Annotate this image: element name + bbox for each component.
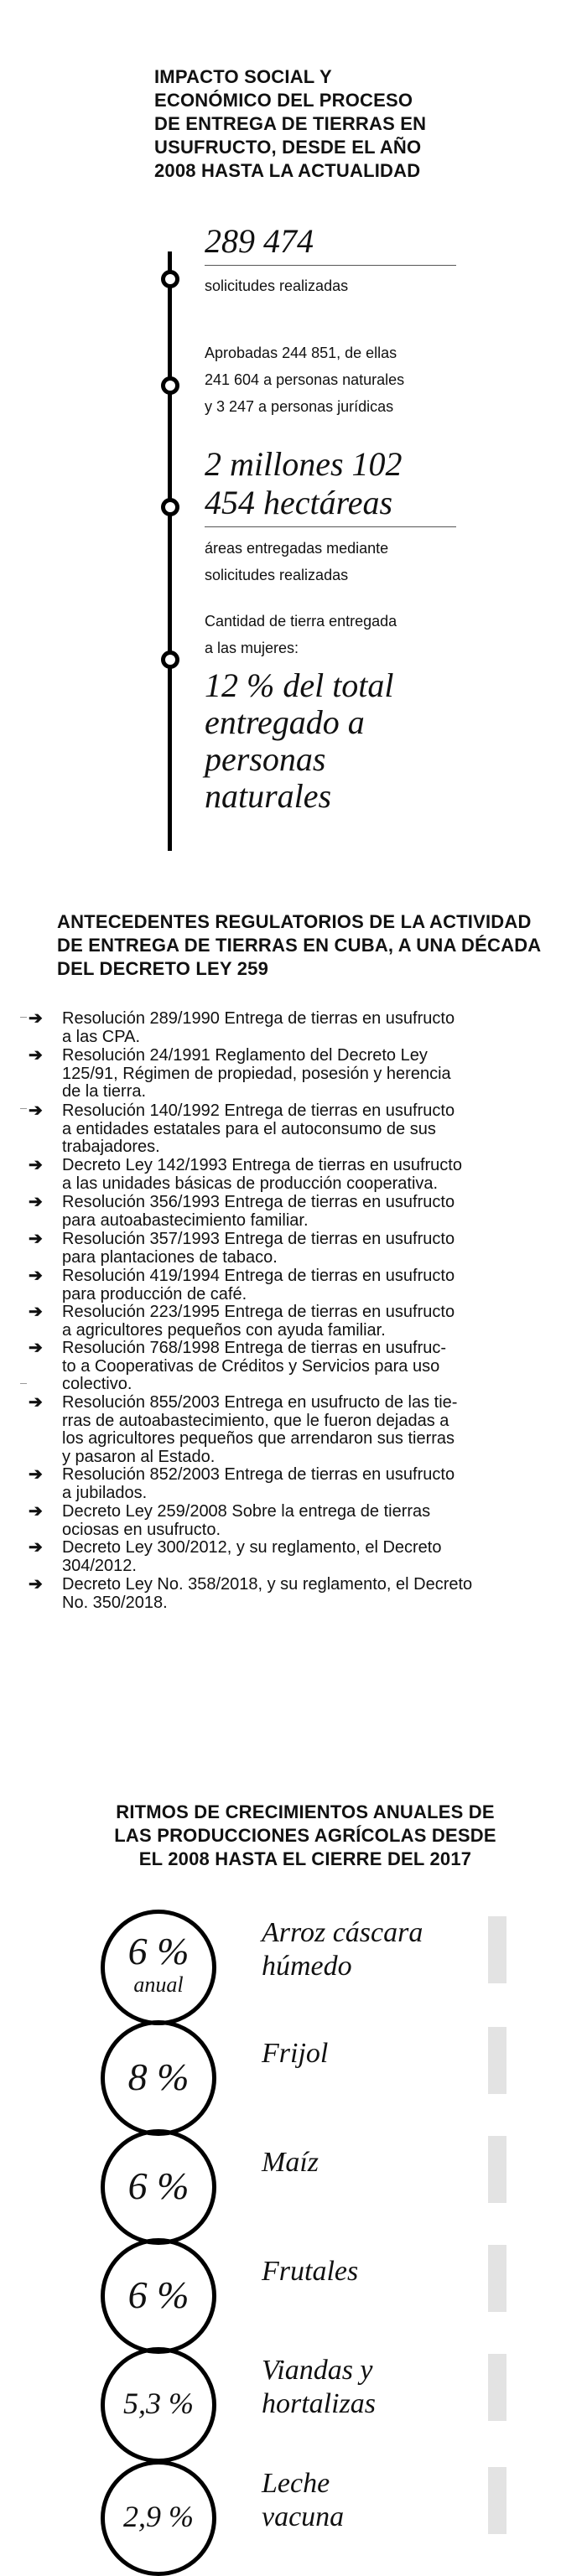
- impact-title: IMPACTO SOCIAL Y ECONÓMICO DEL PROCESO DE ENTREGA DE TIERRAS EN USUFRUCTO, DESDE EL AÑO 2008 HASTA LA ACTUALIDAD: [154, 66, 427, 181]
- women-intro: Cantidad de tierra entregada: [205, 613, 397, 630]
- hectares-label: solicitudes realizadas: [205, 567, 349, 583]
- arrow-right-icon: ➔: [29, 1502, 43, 1521]
- growth-title: RITMOS DE CRECIMIENTOS ANUALES DE LAS PRODUCCIONES AGRÍCOLAS DESDE EL 2008 HASTA EL CIERRE DEL 2017: [114, 1801, 496, 1869]
- list-item-text: Resolución 419/1994 Entrega de tierras en usufructo para producción de café.: [62, 1267, 455, 1304]
- timeline-line: [168, 251, 172, 851]
- requests-count: 289 474: [205, 222, 314, 260]
- regulatory-title: ANTECEDENTES REGULATORIOS DE LA ACTIVIDAD DE ENTREGA DE TIERRAS EN CUBA, A UNA DÉCADA DEL DECRETO LEY 259: [57, 911, 542, 979]
- arrow-right-icon: ➔: [29, 1156, 43, 1174]
- list-item: [29, 1502, 565, 1539]
- list-item: [29, 1267, 565, 1304]
- crop-name: Maíz: [262, 2147, 319, 2178]
- arrow-right-icon: ➔: [29, 1465, 43, 1484]
- list-item: [29, 1046, 565, 1101]
- arrow-right-icon: ➔: [29, 1046, 43, 1065]
- list-item: [29, 1538, 565, 1575]
- list-item-text: Decreto Ley 300/2012, y su reglamento, el Decreto 304/2012.: [62, 1538, 442, 1575]
- percent-circle: [101, 2129, 216, 2245]
- percent-circle: [101, 2238, 216, 2354]
- list-item-text: Resolución 356/1993 Entrega de tierras en usufructo para autoabastecimiento familiar.: [62, 1193, 455, 1230]
- list-item-text: Resolución 140/1992 Entrega de tierras en usufructo a entidades estatales para el autoconsumo de sus trabajadores.: [62, 1101, 455, 1156]
- growth-bar: [488, 2136, 506, 2203]
- growth-rate: 5,3 %: [123, 2387, 194, 2420]
- arrow-right-icon: ➔: [29, 1303, 43, 1321]
- margin-tick: [20, 1017, 27, 1018]
- approved-line: y 3 247 a personas jurídicas: [205, 398, 394, 415]
- growth-rate: 6 %: [127, 2164, 190, 2207]
- list-item: [29, 1193, 565, 1230]
- margin-tick: [20, 1383, 27, 1384]
- list-item-text: Resolución 852/2003 Entrega de tierras en usufructo a jubilados.: [62, 1465, 455, 1502]
- arrow-right-icon: ➔: [29, 1393, 43, 1412]
- arrow-right-icon: ➔: [29, 1267, 43, 1285]
- growth-rate: 8 %: [127, 2055, 190, 2098]
- approved-line: 241 604 a personas naturales: [205, 371, 405, 388]
- growth-bar: [488, 2467, 506, 2534]
- arrow-right-icon: ➔: [29, 1101, 43, 1120]
- timeline-dot: [161, 498, 179, 516]
- approved-line: Aprobadas 244 851, de ellas: [205, 345, 397, 361]
- list-item: [29, 1230, 565, 1267]
- divider: [205, 265, 456, 266]
- arrow-right-icon: ➔: [29, 1230, 43, 1248]
- list-item-text: Resolución 223/1995 Entrega de tierras en usufructo a agricultores pequeños con ayuda familiar.: [62, 1303, 455, 1340]
- growth-rate-period: anual: [133, 1972, 184, 1997]
- list-item-text: Resolución 289/1990 Entrega de tierras en usufructo a las CPA.: [62, 1009, 455, 1046]
- hectares-line: 2 millones 102: [205, 445, 403, 483]
- growth-rate: 6 %: [127, 1930, 190, 1972]
- list-item: [29, 1575, 565, 1612]
- list-item-text: Resolución 24/1991 Reglamento del Decreto Ley 125/91, Régimen de propiedad, posesión y herencia de la tierra.: [62, 1046, 451, 1101]
- growth-bar: [488, 2245, 506, 2312]
- percent-circle: [101, 2460, 216, 2576]
- divider: [205, 526, 456, 527]
- arrow-right-icon: ➔: [29, 1193, 43, 1211]
- crop-name: Leche vacuna: [262, 2468, 345, 2532]
- arrow-right-icon: ➔: [29, 1339, 43, 1357]
- hectares-line: 454 hectáreas: [205, 484, 393, 521]
- arrow-right-icon: ➔: [29, 1575, 43, 1594]
- list-item-text: Resolución 357/1993 Entrega de tierras en usufructo para plantaciones de tabaco.: [62, 1230, 455, 1267]
- percent-circle: [101, 2347, 216, 2463]
- women-intro: a las mujeres:: [205, 640, 299, 656]
- list-item: [29, 1303, 565, 1340]
- list-item: [29, 1339, 565, 1394]
- timeline-dot: [161, 376, 179, 395]
- list-item-text: Resolución 768/1998 Entrega de tierras en usufruc- to a Cooperativas de Créditos y Servicios para uso colectivo.: [62, 1339, 447, 1393]
- list-item-text: Decreto Ley 142/1993 Entrega de tierras en usufructo a las unidades básicas de producción cooperativa.: [62, 1156, 462, 1193]
- arrow-right-icon: ➔: [29, 1538, 43, 1557]
- list-item-text: Decreto Ley No. 358/2018, y su reglamento, el Decreto No. 350/2018.: [62, 1575, 473, 1612]
- growth-rate: 2,9 %: [123, 2500, 194, 2533]
- growth-bar: [488, 2354, 506, 2421]
- list-item-text: Resolución 855/2003 Entrega en usufructo de las tie- rras de autoabastecimiento, que le fueron dejadas a los agricultores pequeños que arrendaron sus tierras y pasaron al Estado.: [62, 1393, 458, 1466]
- crop-name: Frijol: [262, 2038, 329, 2069]
- women-share: 12 % del total entregado a personas naturales: [205, 666, 394, 815]
- list-item: [29, 1393, 565, 1466]
- growth-bar: [488, 2027, 506, 2094]
- timeline-dot: [161, 650, 179, 669]
- list-item: [29, 1465, 565, 1502]
- timeline-dot: [161, 270, 179, 288]
- percent-circle: [101, 2020, 216, 2136]
- growth-bar: [488, 1916, 506, 1983]
- list-item: [29, 1156, 565, 1193]
- hectares-label: áreas entregadas mediante: [205, 540, 389, 557]
- requests-label: solicitudes realizadas: [205, 277, 349, 294]
- list-item: [29, 1009, 565, 1046]
- crop-name: Viandas y hortalizas: [262, 2355, 377, 2419]
- growth-rate: 6 %: [127, 2273, 190, 2316]
- list-item-text: Decreto Ley 259/2008 Sobre la entrega de tierras ociosas en usufructo.: [62, 1502, 431, 1539]
- percent-circle: [101, 1910, 216, 2025]
- crop-name: Arroz cáscara húmedo: [262, 1917, 423, 1982]
- arrow-right-icon: ➔: [29, 1009, 43, 1028]
- list-item: [29, 1101, 565, 1157]
- crop-name: Frutales: [262, 2256, 359, 2287]
- margin-tick: [20, 1108, 27, 1109]
